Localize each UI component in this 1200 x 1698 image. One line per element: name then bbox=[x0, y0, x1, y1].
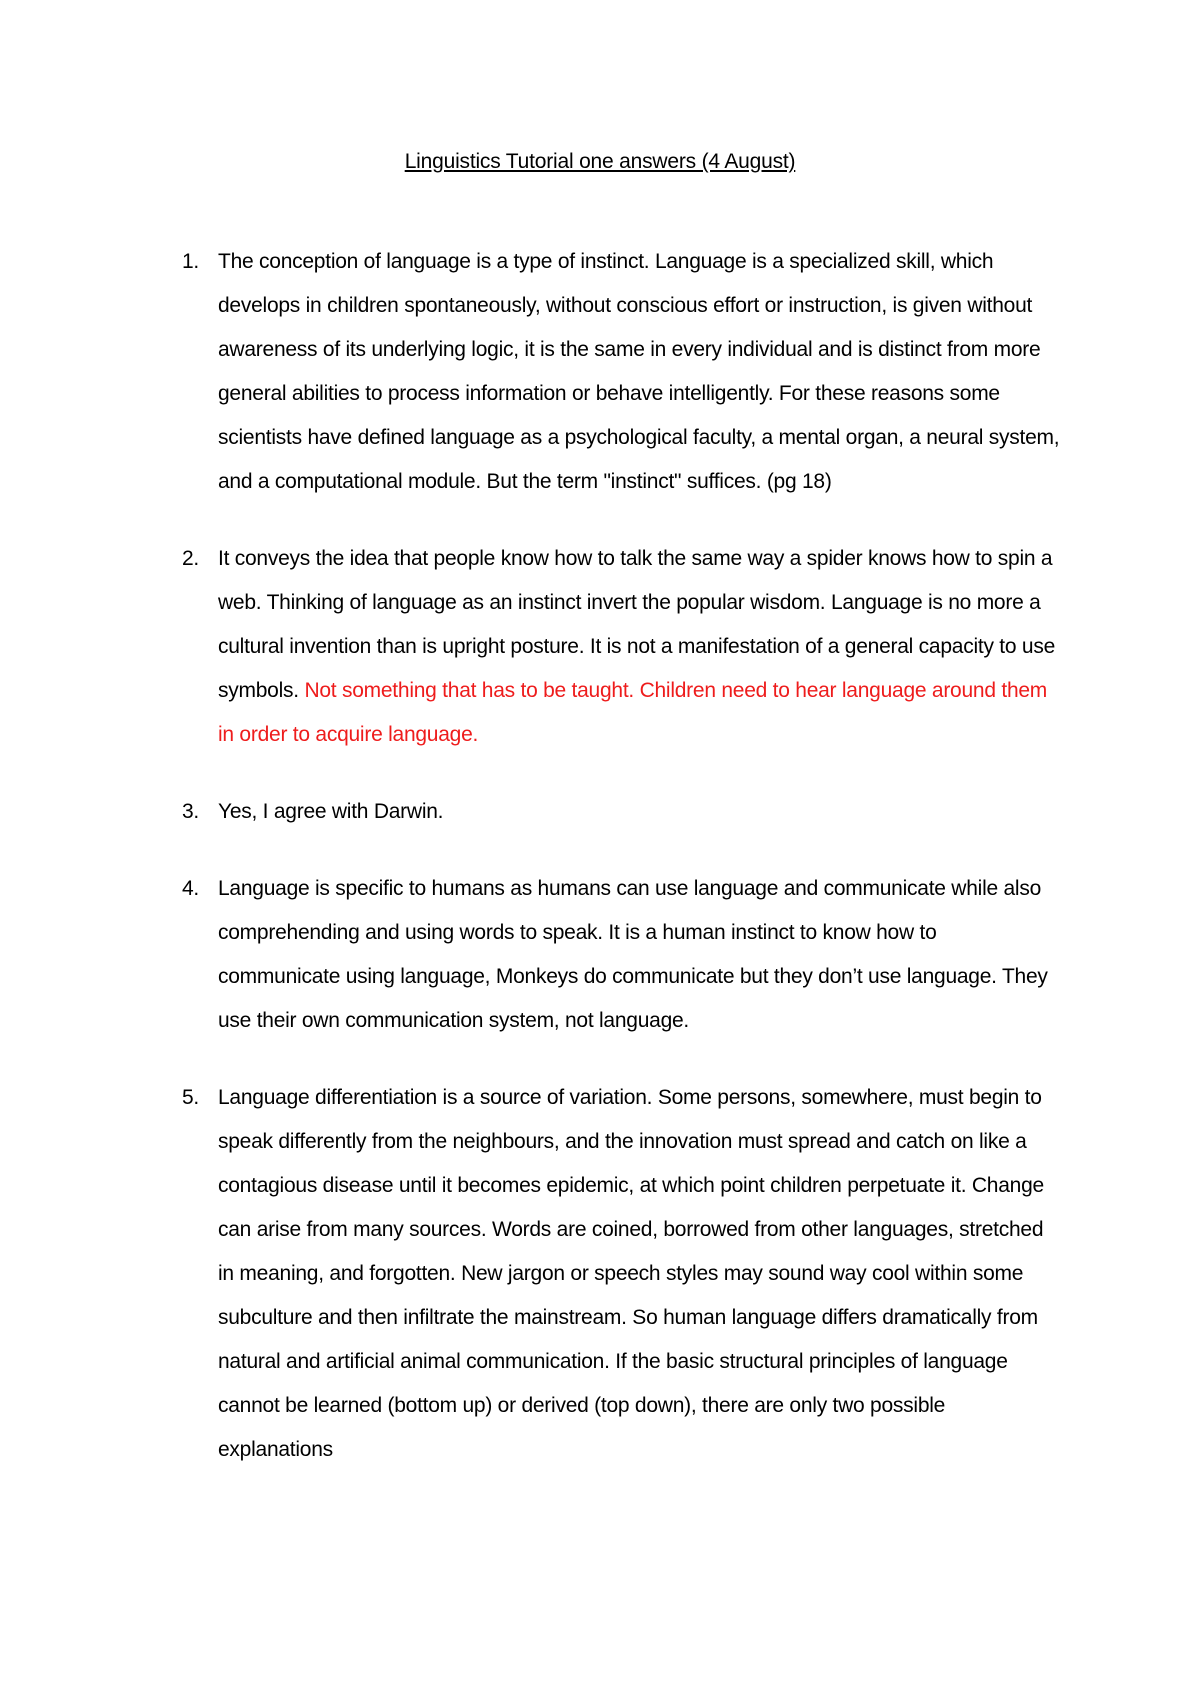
answer-highlight-text: Not something that has to be taught. Children need to hear language around them in order to acquire language. bbox=[218, 679, 1048, 746]
answer-text: It conveys the idea that people know how to talk the same way a spider knows how to spin a web. Thinking of language as an instinct invert the popular wisdom. Language is no more a cultural invention than is upright posture. It is not a manifestation of a general capacity to use symbols. bbox=[218, 547, 1056, 702]
answer-list bbox=[182, 240, 1063, 1505]
answer-item-2 bbox=[182, 537, 1063, 757]
answer-text: Yes, I agree with Darwin. bbox=[218, 800, 444, 823]
answer-item-1 bbox=[182, 240, 1063, 504]
answer-number: 3. bbox=[182, 800, 200, 823]
answer-text: Language differentiation is a source of variation. Some persons, somewhere, must begin to speak differently from the neighbours, and the innovation must spread and catch on like a contagious disease until it becomes epidemic, at which point children perpetuate it. Change can arise from many sources. Words are coined, borrowed from other languages, stretched in meaning, and forgotten. New jargon or speech styles may sound way cool within some subculture and then infiltrate the mainstream. So human language differs dramatically from natural and artificial animal communication. If the basic structural principles of language cannot be learned (bottom up) or derived (top down), there are only two possible explanations bbox=[218, 1086, 1044, 1461]
answer-item-5 bbox=[182, 1076, 1063, 1472]
answer-number: 4. bbox=[182, 877, 200, 900]
document-title: Linguistics Tutorial one answers (4 August) bbox=[404, 150, 796, 173]
answer-text: Language is specific to humans as humans can use language and communicate while also comprehending and using words to speak. It is a human instinct to know how to communicate using language, Monkeys do communicate but they don’t use language. They use their own communication system, not language. bbox=[218, 877, 1048, 1032]
answer-number: 2. bbox=[182, 547, 200, 570]
answer-item-4 bbox=[182, 867, 1063, 1043]
answer-item-3 bbox=[182, 790, 1063, 834]
answer-text: The conception of language is a type of instinct. Language is a specialized skill, which develops in children spontaneously, without conscious effort or instruction, is given without awareness of its underlying logic, it is the same in every individual and is distinct from more general abilities to process information or behave intelligently. For these reasons some scientists have defined language as a psychological faculty, a mental organ, a neural system, and a computational module. But the term "instinct" suffices. (pg 18) bbox=[218, 250, 1060, 493]
answer-number: 1. bbox=[182, 250, 200, 273]
answer-number: 5. bbox=[182, 1086, 200, 1109]
